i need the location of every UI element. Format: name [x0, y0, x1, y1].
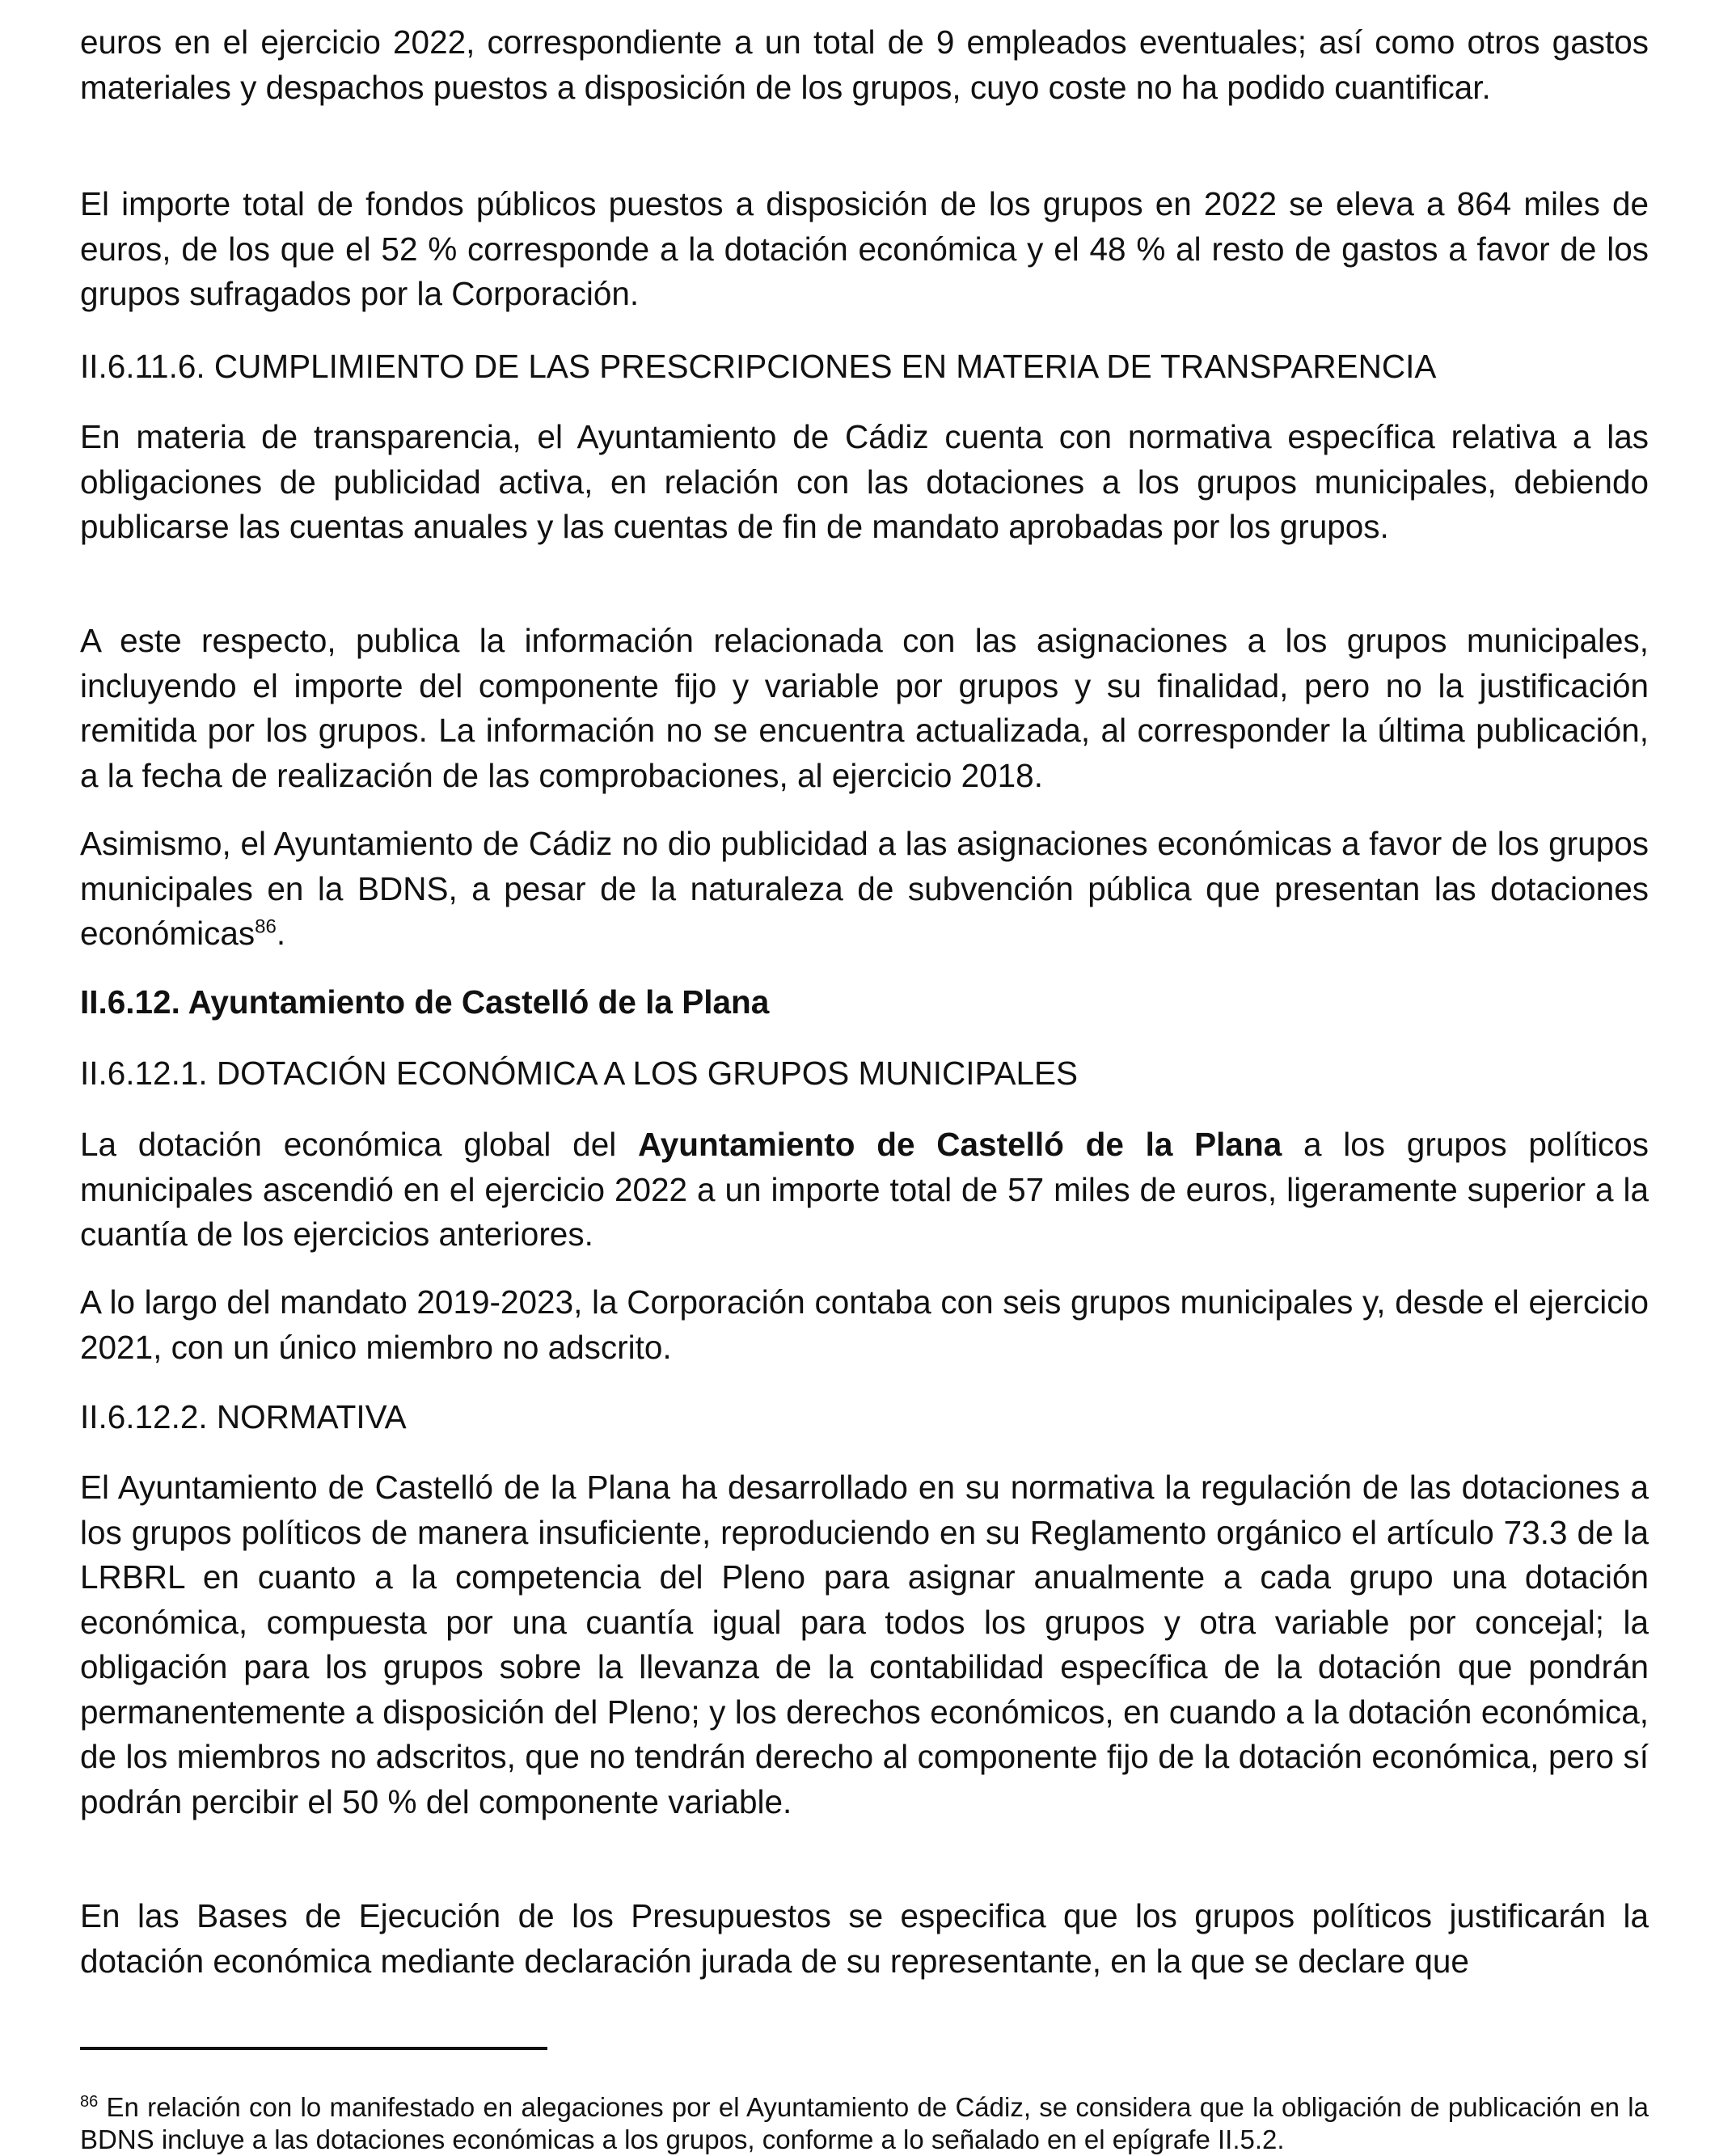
heading-normativa: II.6.12.2. NORMATIVA: [80, 1398, 407, 1435]
paragraph-dotacion-global: [80, 1122, 1649, 1258]
paragraph-staff-costs: euros en el ejercicio 2022, correspondiente a un total de 9 empleados eventuales; así como otros gastos materiales y despachos puestos a disposición de los grupos, cuyo coste no ha podido cuantificar.: [80, 23, 1649, 106]
paragraph-publication: A este respecto, publica la información relacionada con las asignaciones a los grupos municipales, incluyendo el importe del componente fijo y variable por grupos y su finalidad, pero no la justificación remitida por los grupos. La información no se encuentra actualizada, al corresponder la última publicación, a la fecha de realización de las comprobaciones, al ejercicio 2018.: [80, 622, 1649, 794]
text: a los grupos políticos municipales ascendió en el ejercicio 2022 a un importe total de 57 miles de euros, ligeramente superior a la cuantía de los ejercicios anteriores.: [80, 1126, 1649, 1253]
paragraph-bdns: [80, 822, 1649, 957]
footnote-number: 86: [80, 2093, 99, 2111]
footnote: [80, 2091, 1649, 2156]
paragraph-normativa: El Ayuntamiento de Castelló de la Plana ha desarrollado en su normativa la regulación de las dotaciones a los grupos políticos de manera insuficiente, reproduciendo en su Reglamento orgánico el artículo 73.3 de la LRBRL en cuanto a la competencia del Pleno para asignar anualmente a cada grupo una dotación económica, compuesta por una cuantía igual para todos los grupos y otra variable por concejal; la obligación para los grupos sobre la llevanza de la contabilidad específica de la dotación que pondrán permanentemente a disposición del Pleno; y los derechos económicos, en cuando a la dotación económica, de los miembros no adscritos, que no tendrán derecho al componente fijo de la dotación económica, pero sí podrán percibir el 50 % del componente variable.: [80, 1469, 1649, 1820]
bold-entity: Ayuntamiento de Castelló de la Plana: [637, 1126, 1282, 1163]
paragraph-transparency-norms: En materia de transparencia, el Ayuntamiento de Cádiz cuenta con normativa específica relativa a las obligaciones de publicidad activa, en relación con las dotaciones a los grupos municipales, debiendo publicarse las cuentas anuales y las cuentas de fin de mandato aprobadas por los grupos.: [80, 418, 1649, 545]
footnote-text: En relación con lo manifestado en alegaciones por el Ayuntamiento de Cádiz, se considera que la obligación de publicación en la BDNS incluye a las dotaciones económicas a los grupos, conforme a lo señalado en el epígrafe II.5.2.: [80, 2092, 1649, 2154]
period: .: [276, 915, 286, 952]
footnote-divider: [80, 2047, 547, 2050]
footnote-ref[interactable]: 86: [255, 915, 277, 938]
paragraph-bases-ejecucion: En las Bases de Ejecución de los Presupuestos se especifica que los grupos políticos justificarán la dotación económica mediante declaración jurada de su representante, en la que se declare que: [80, 1897, 1649, 1980]
heading-dotacion: II.6.12.1. DOTACIÓN ECONÓMICA A LOS GRUPOS MUNICIPALES: [80, 1055, 1079, 1092]
paragraph-bdns-text: Asimismo, el Ayuntamiento de Cádiz no dio publicidad a las asignaciones económicas a favor de los grupos municipales en la BDNS, a pesar de la naturaleza de subvención pública que presentan las dotaciones económicas: [80, 825, 1649, 952]
paragraph-total-funds: El importe total de fondos públicos puestos a disposición de los grupos en 2022 se eleva a 864 miles de euros, de los que el 52 % corresponde a la dotación económica y el 48 % al resto de gastos a favor de los grupos sufragados por la Corporación.: [80, 185, 1649, 312]
text: La dotación económica global del: [80, 1126, 638, 1163]
paragraph-mandato: A lo largo del mandato 2019-2023, la Corporación contaba con seis grupos municipales y, desde el ejercicio 2021, con un único miembro no adscrito.: [80, 1283, 1649, 1366]
heading-transparency: II.6.11.6. CUMPLIMIENTO DE LAS PRESCRIPCIONES EN MATERIA DE TRANSPARENCIA: [80, 348, 1437, 385]
section-heading-castello: II.6.12. Ayuntamiento de Castelló de la Plana: [80, 983, 770, 1021]
